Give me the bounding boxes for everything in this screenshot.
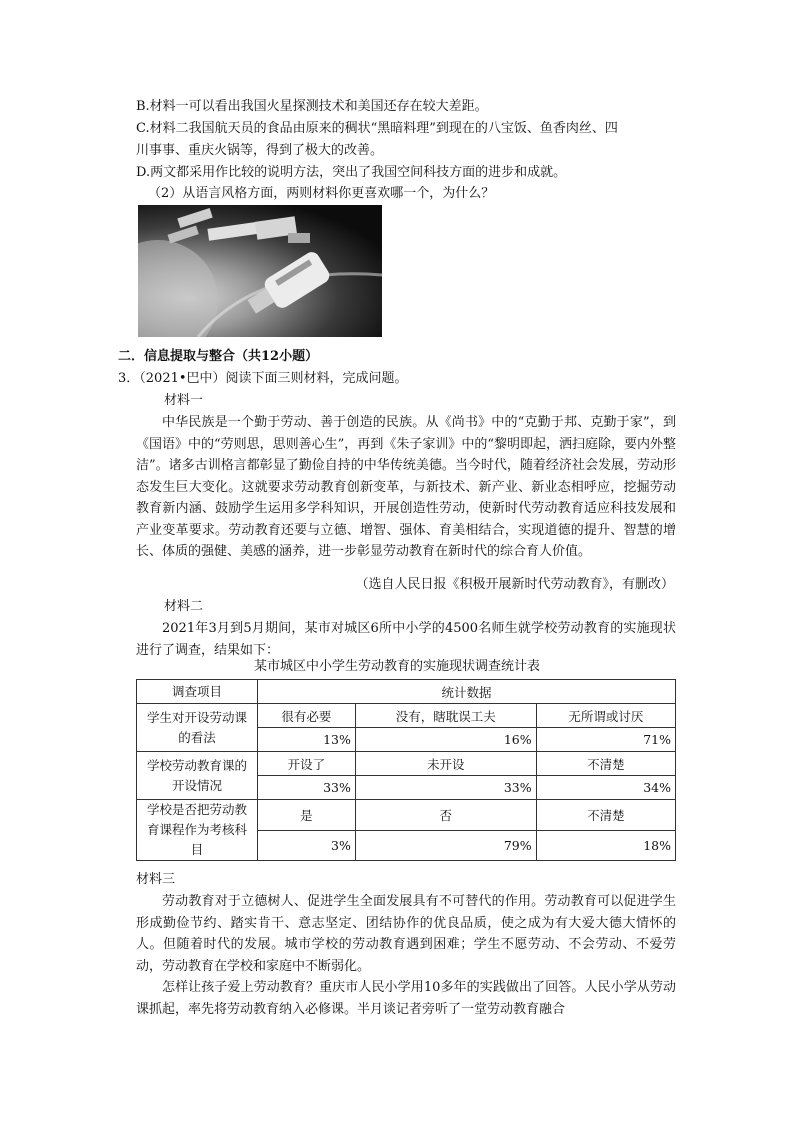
row-label: 是 <box>258 800 356 831</box>
table-row <box>137 704 676 728</box>
option-c-line1: C.材料二我国航天员的食品由原来的稠状“黑暗料理”到现在的八宝饭、鱼香肉丝、四 <box>136 121 618 136</box>
question-3: 3．（2021•巴中）阅读下面三则材料，完成问题。 <box>118 371 408 386</box>
row-value: 3% <box>258 830 356 861</box>
material2-label: 材料二 <box>164 599 204 614</box>
option-b: B.材料一可以看出我国火星探测技术和美国还存在较大差距。 <box>136 99 488 114</box>
row-value: 33% <box>258 776 356 800</box>
question-2: （2）从语言风格方面，两则材料你更喜欢哪一个，为什么？ <box>148 186 495 201</box>
table-header-row <box>137 680 676 704</box>
option-d: D.两文都采用作比较的说明方法，突出了我国空间科技方面的进步和成就。 <box>136 165 567 180</box>
header-stats: 统计数据 <box>258 680 676 704</box>
row-value: 13% <box>258 728 356 752</box>
survey-table <box>136 679 676 861</box>
row-label: 不清楚 <box>536 752 675 776</box>
row-label: 无所谓或讨厌 <box>536 704 675 728</box>
material1-label: 材料一 <box>164 393 204 408</box>
row-value: 34% <box>536 776 675 800</box>
space-station-photo <box>138 205 382 337</box>
row-value: 71% <box>536 728 675 752</box>
row-label: 不清楚 <box>536 800 675 831</box>
header-item: 调查项目 <box>137 680 258 704</box>
row-label: 未开设 <box>355 752 536 776</box>
table-row <box>137 752 676 776</box>
table-title: 某市城区中小学生劳动教育的实施现状调查统计表 <box>253 659 540 674</box>
row-item: 学校劳动教育课的开设情况 <box>137 752 258 800</box>
row-label: 开设了 <box>258 752 356 776</box>
row-item: 学生对开设劳动课的看法 <box>137 704 258 752</box>
material3-p2: 怎样让孩子爱上劳动教育？重庆市人民小学用10多年的实践做出了回答。人民小学从劳动课抓起，率先将劳动教育纳入必修课。半月谈记者旁听了一堂劳动教育融合 <box>136 980 676 1017</box>
row-label: 很有必要 <box>258 704 356 728</box>
section-title: 二．信息提取与整合（共12小题） <box>118 349 319 364</box>
table-row <box>137 800 676 831</box>
material3-label: 材料三 <box>136 872 176 887</box>
row-label: 否 <box>355 800 536 831</box>
row-value: 16% <box>355 728 536 752</box>
row-value: 79% <box>355 830 536 861</box>
row-value: 18% <box>536 830 675 861</box>
material1-text: 中华民族是一个勤于劳动、善于创造的民族。从《尚书》中的“克勤于邦、克勤于家”，到《国语》中的“劳则思，思则善心生”，再到《朱子家训》中的“黎明即起，洒扫庭除，要内外整洁”。诸多古训格言都彰显了勤俭自持的中华传统美德。当今时代，随着经济社会发展，劳动形态发生巨大变化。这就要求劳动教育创新变革，与新技术、新产业、新业态相呼应，挖掘劳动教育新内涵、鼓励学生运用多学科知识，开展创造性劳动，使新时代劳动教育适应科技发展和产业变革要求。劳动教育还要与立德、增智、强体、育美相结合，实现道德的提升、智慧的增长、体质的强健、美感的涵养，进一步彰显劳动教育在新时代的综合育人价值。 <box>136 415 676 559</box>
material1-source: （选自人民日报《积极开展新时代劳动教育》，有删改） <box>355 577 674 592</box>
material3-p1: 劳动教育对于立德树人、促进学生全面发展具有不可替代的作用。劳动教育可以促进学生形成勤俭节约、踏实肯干、意志坚定、团结协作的优良品质，使之成为有大爱大德大情怀的人。但随着时代的发展。城市学校的劳动教育遇到困难；学生不愿劳动、不会劳动、不爱劳动，劳动教育在学校和家庭中不断弱化。 <box>136 894 676 974</box>
row-value: 33% <box>355 776 536 800</box>
row-label: 没有，瞎耽误工夫 <box>355 704 536 728</box>
row-item: 学校是否把劳动教育课程作为考核科目 <box>137 800 258 861</box>
option-c-line2: 川事事、重庆火锅等，得到了极大的改善。 <box>136 143 384 158</box>
material2-text: 2021年3月到5月期间，某市对城区6所中小学的4500名师生就学校劳动教育的实施现状进行了调查，结果如下： <box>136 621 676 658</box>
